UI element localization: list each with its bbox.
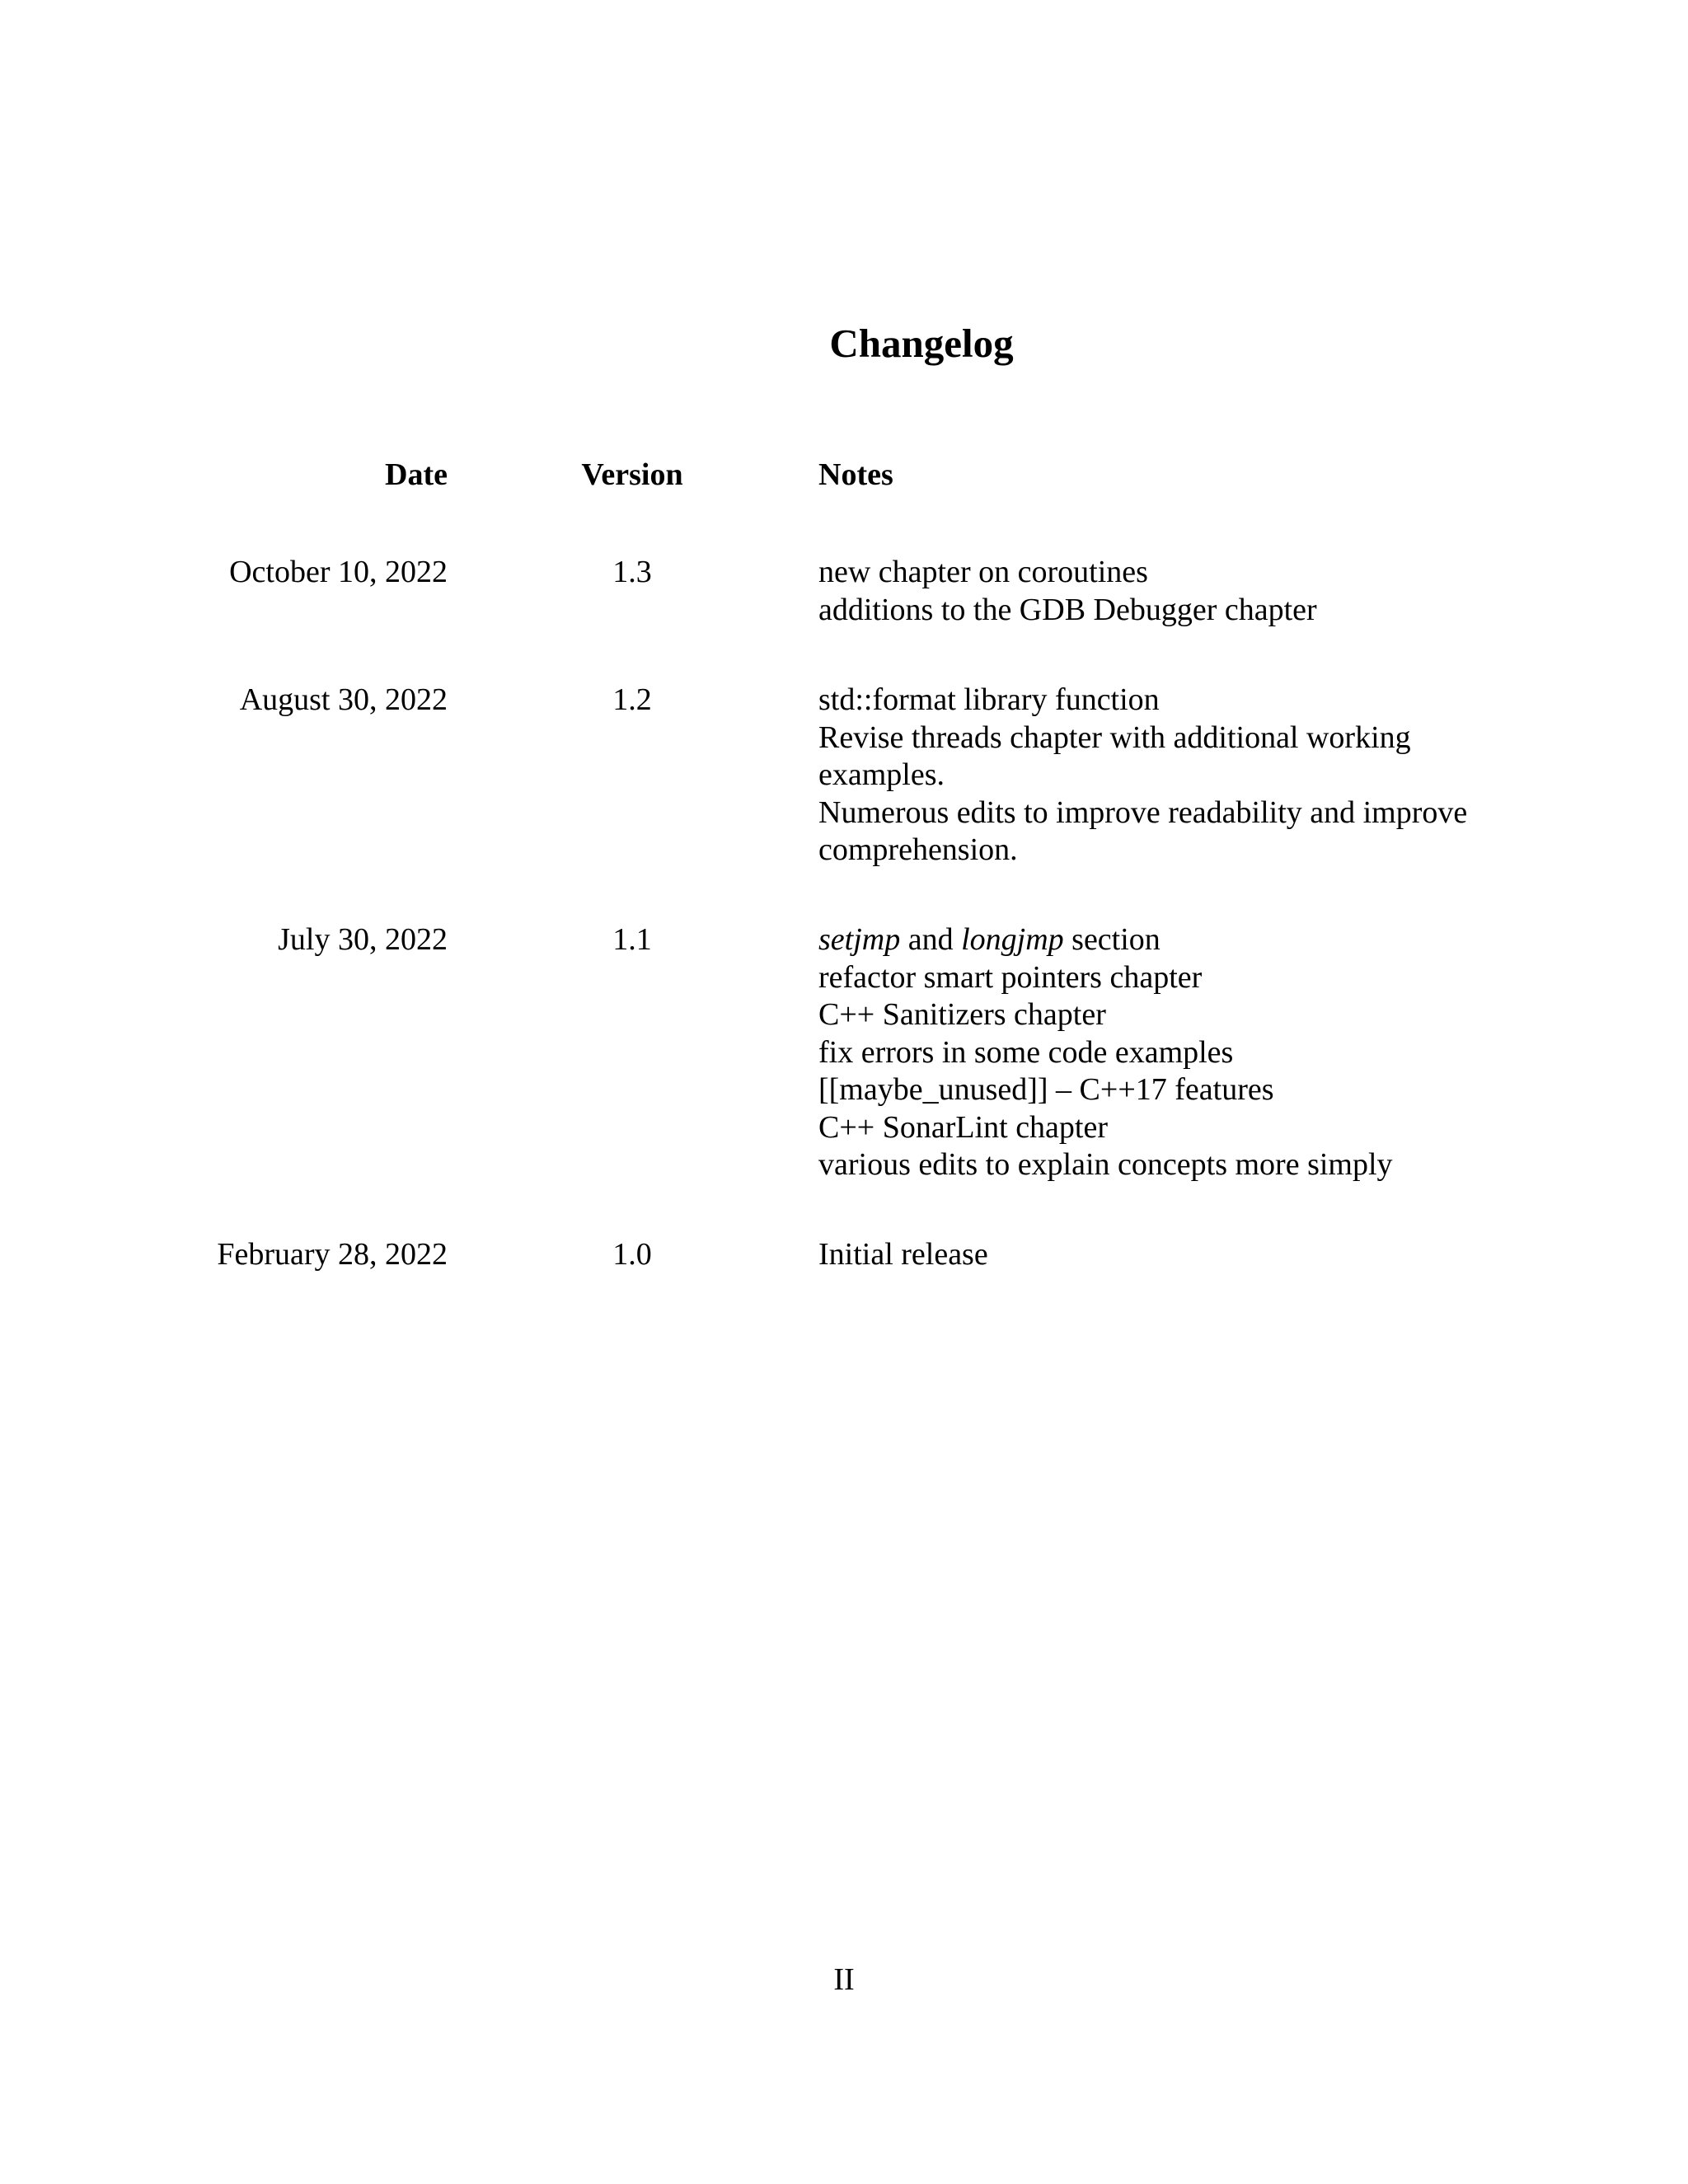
page-number: II — [833, 1962, 855, 1997]
entry-date: August 30, 2022 — [239, 682, 448, 717]
note-line: std::format library function — [818, 682, 1160, 717]
note-word: and — [907, 922, 954, 957]
note-line: fix errors in some code examples — [818, 1034, 1234, 1070]
page-title: Changelog — [829, 321, 1014, 366]
note-line: refactor smart pointers chapter — [818, 959, 1203, 995]
entry-notes — [818, 554, 1544, 629]
note-line: comprehension. — [818, 832, 1018, 867]
entry-version: 1.3 — [612, 555, 652, 589]
entry-version: 1.2 — [612, 682, 652, 717]
entry-notes — [818, 682, 1544, 869]
header-notes: Notes — [818, 457, 893, 492]
entry-date: October 10, 2022 — [229, 555, 448, 589]
note-line: Numerous edits to improve readability and improve — [818, 794, 1468, 830]
note-line: examples. — [818, 757, 945, 792]
note-line — [818, 921, 1544, 959]
header-date: Date — [385, 457, 448, 492]
note-line: various edits to explain concepts more simply — [818, 1147, 1393, 1182]
entry-notes — [818, 1236, 1544, 1274]
header-version: Version — [581, 457, 683, 492]
note-term-setjmp: setjmp — [818, 922, 901, 957]
note-line: Revise threads chapter with additional working — [818, 719, 1411, 755]
note-line: Initial release — [818, 1237, 988, 1272]
entry-version: 1.0 — [612, 1237, 652, 1272]
note-term-longjmp: longjmp — [961, 922, 1064, 957]
note-word: section — [1071, 922, 1160, 957]
entry-date: July 30, 2022 — [278, 922, 448, 957]
note-line: C++ SonarLint chapter — [818, 1109, 1108, 1145]
entry-notes — [818, 921, 1544, 1184]
note-line: [[maybe_unused]] – C++17 features — [818, 1072, 1274, 1107]
note-line: C++ Sanitizers chapter — [818, 997, 1106, 1032]
entry-date: February 28, 2022 — [217, 1237, 448, 1272]
note-line: additions to the GDB Debugger chapter — [818, 592, 1317, 627]
entry-version: 1.1 — [612, 922, 652, 957]
note-line: new chapter on coroutines — [818, 555, 1148, 589]
